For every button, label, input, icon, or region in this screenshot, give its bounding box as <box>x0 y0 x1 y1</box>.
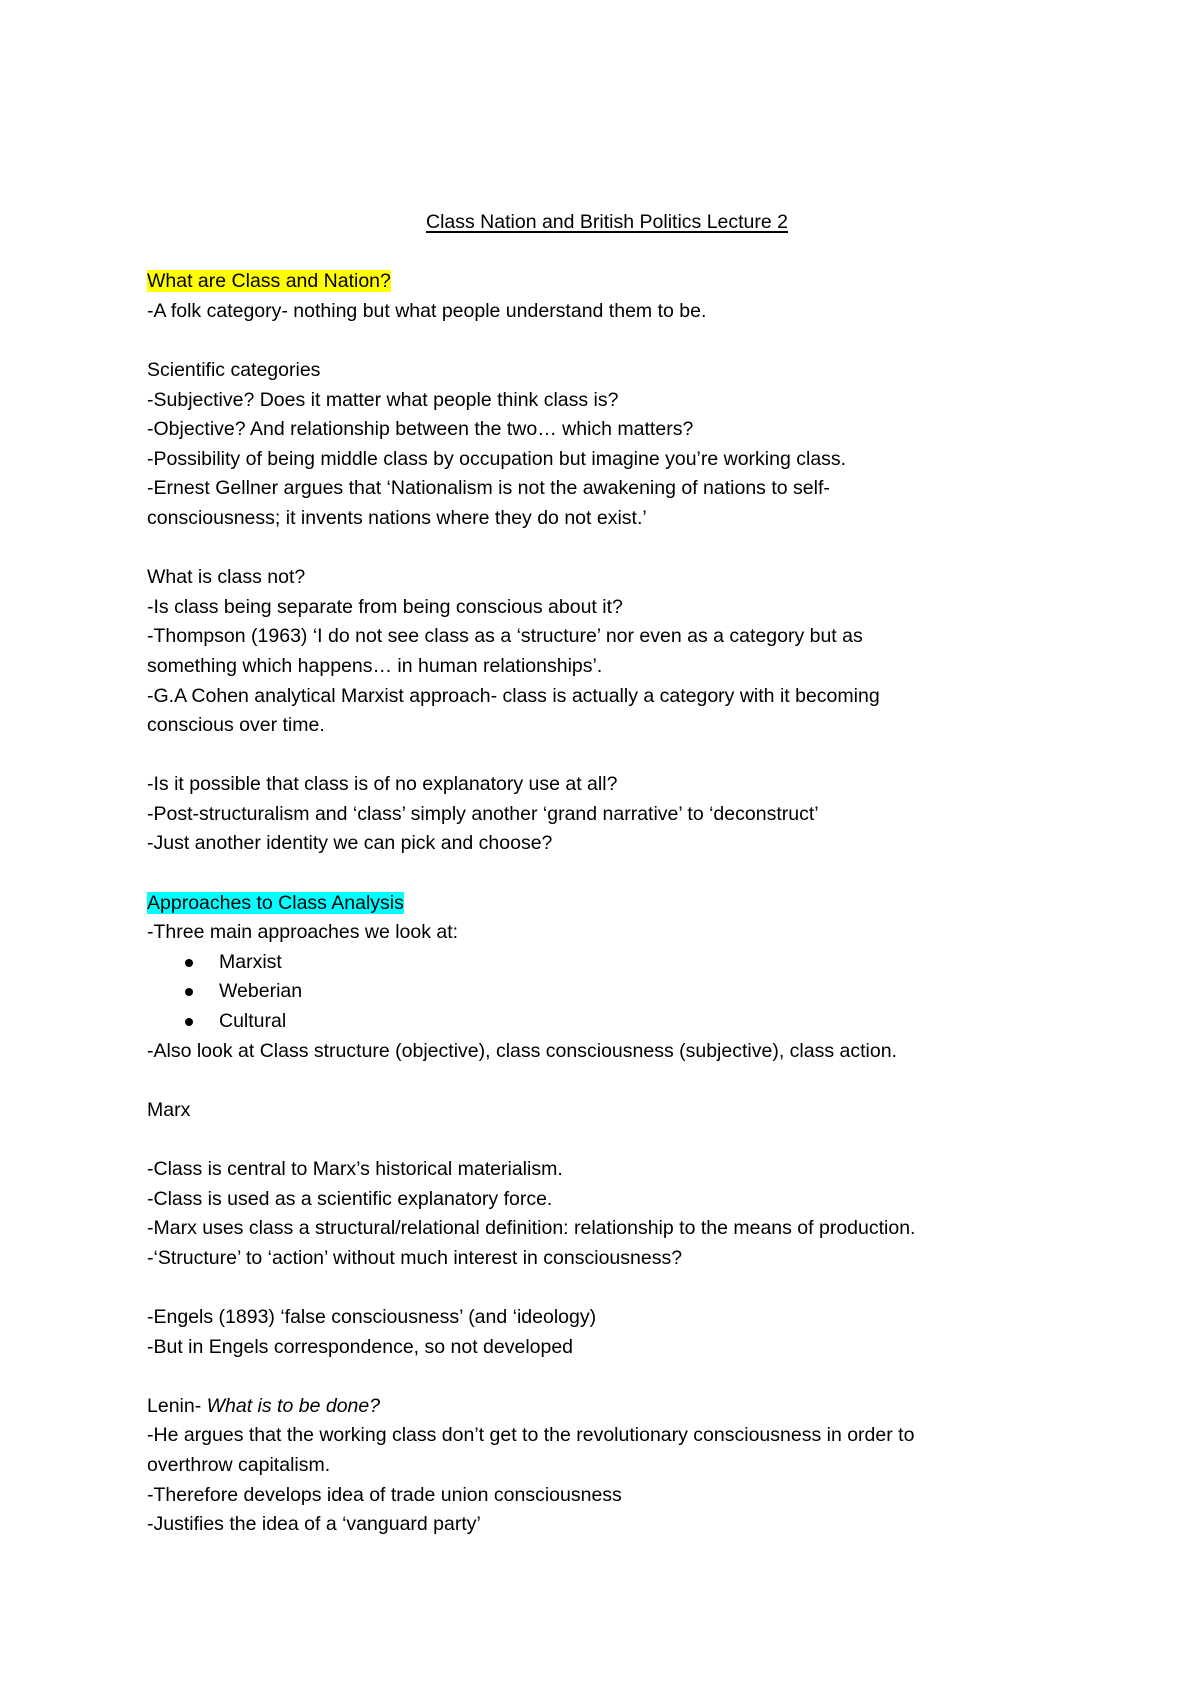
list-item <box>147 948 1067 978</box>
text-line: -Engels (1893) ‘false consciousness’ (and ‘ideology) <box>147 1305 597 1328</box>
list-item-label: Cultural <box>219 1010 287 1033</box>
spacer <box>147 238 1067 268</box>
spacer <box>147 859 1067 889</box>
spacer <box>147 534 1067 564</box>
section-heading-marx: Marx <box>147 1098 191 1121</box>
section-what-are <box>147 267 1067 297</box>
section-approaches <box>147 889 1067 919</box>
text-line: -Three main approaches we look at: <box>147 921 459 944</box>
lenin-heading-prefix: Lenin- <box>147 1394 207 1417</box>
text-line: -Ernest Gellner argues that ‘Nationalism is not the awakening of nations to self- <box>147 477 830 500</box>
spacer <box>147 1066 1067 1096</box>
spacer <box>147 326 1067 356</box>
list-item <box>147 977 1067 1007</box>
bullet-icon <box>185 959 193 967</box>
text-line: -G.A Cohen analytical Marxist approach- class is actually a category with it becoming <box>147 684 880 707</box>
text-line: -Is class being separate from being conscious about it? <box>147 595 623 618</box>
text-line: -But in Engels correspondence, so not developed <box>147 1335 574 1358</box>
text-line: -Is it possible that class is of no explanatory use at all? <box>147 773 618 796</box>
text-line: -Just another identity we can pick and choose? <box>147 832 553 855</box>
list-item-label: Weberian <box>219 980 303 1003</box>
text-line: consciousness; it invents nations where they do not exist.’ <box>147 506 647 529</box>
section-heading-approaches: Approaches to Class Analysis <box>147 891 404 914</box>
lenin-heading-title: What is to be done? <box>206 1394 381 1417</box>
text-line: conscious over time. <box>147 714 325 737</box>
bullet-icon <box>185 988 193 996</box>
text-line: something which happens… in human relationships’. <box>147 654 603 677</box>
text-line: -Also look at Class structure (objective), class consciousness (subjective), class action. <box>147 1039 897 1062</box>
section-heading-what-are: What are Class and Nation? <box>147 270 391 293</box>
text-line: -Marx uses class a structural/relational definition: relationship to the means of production. <box>147 1217 916 1240</box>
text-line: -Post-structuralism and ‘class’ simply another ‘grand narrative’ to ‘deconstruct’ <box>147 802 819 825</box>
list-item-label: Marxist <box>219 950 282 973</box>
text-line: -Class is used as a scientific explanatory force. <box>147 1187 553 1210</box>
approaches-list <box>147 948 1067 1037</box>
text-line: -Thompson (1963) ‘I do not see class as a ‘structure’ nor even as a category but as <box>147 625 863 648</box>
spacer <box>147 1362 1067 1392</box>
text-line: -He argues that the working class don’t get to the revolutionary consciousness in order to <box>147 1424 915 1447</box>
section-heading-class-not: What is class not? <box>147 566 306 589</box>
spacer <box>147 741 1067 771</box>
text-line: -A folk category- nothing but what people understand them to be. <box>147 299 707 322</box>
text-line: -Possibility of being middle class by occupation but imagine you’re working class. <box>147 447 847 470</box>
text-line: -Objective? And relationship between the two… which matters? <box>147 418 694 441</box>
text-line: overthrow capitalism. <box>147 1453 331 1476</box>
text-line: -‘Structure’ to ‘action’ without much interest in consciousness? <box>147 1246 683 1269</box>
section-heading-scientific: Scientific categories <box>147 358 321 381</box>
list-item <box>147 1007 1067 1037</box>
text-line: -Justifies the idea of a ‘vanguard party’ <box>147 1513 481 1536</box>
text-line: -Therefore develops idea of trade union consciousness <box>147 1483 622 1506</box>
section-heading-lenin <box>147 1392 1067 1422</box>
page-title: Class Nation and British Politics Lecture 2 <box>426 211 788 233</box>
document-page <box>147 208 1067 1540</box>
bullet-icon <box>185 1018 193 1026</box>
text-line: -Subjective? Does it matter what people think class is? <box>147 388 619 411</box>
spacer <box>147 1125 1067 1155</box>
text-line: -Class is central to Marx’s historical materialism. <box>147 1158 563 1180</box>
spacer <box>147 1273 1067 1303</box>
